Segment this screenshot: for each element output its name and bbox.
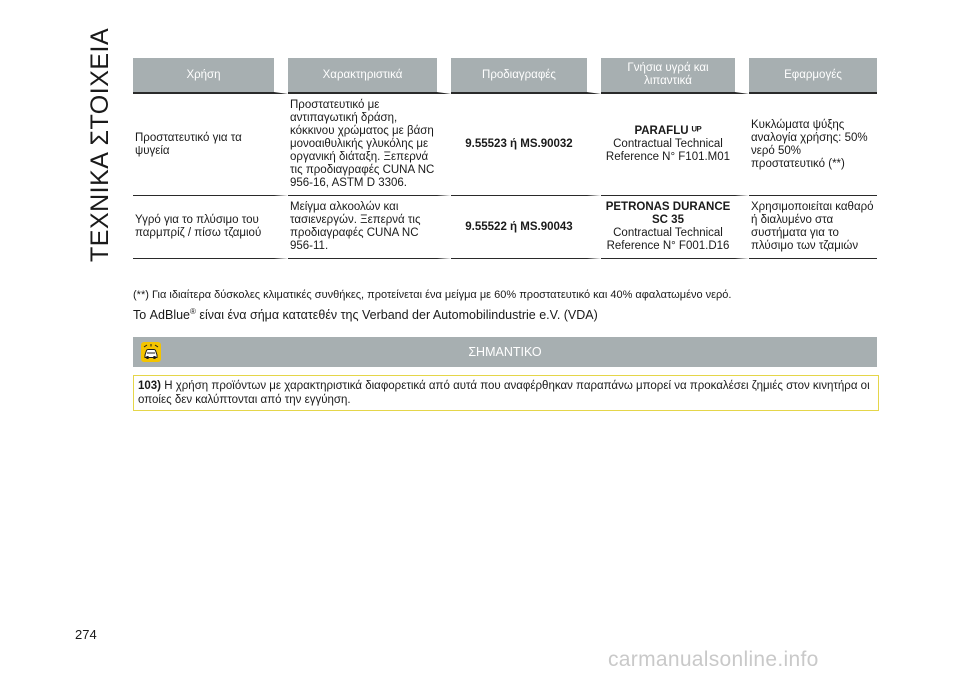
col-header-use: Χρήση (133, 58, 288, 94)
footnote: (**) Για ιδιαίτερα δύσκολες κλιματικές συνθήκες, προτείνεται ένα μείγμα με 60% προστατευτικό και 40% αφαλατωμένο νερό. (133, 289, 732, 301)
cell-spec: 9.55522 ή MS.90043 (451, 196, 601, 259)
page-number: 274 (75, 627, 97, 642)
col-header-applications: Εφαρμογές (749, 58, 877, 94)
cell-spec: 9.55523 ή MS.90032 (451, 94, 601, 196)
registered-mark: ® (190, 307, 196, 316)
cell-characteristics: Προστατευτικό με αντιπαγωτική δράση, κόκκινου χρώματος με βάση μονοαιθυλικής γλυκόλης με οργανική διάταξη. Ξεπερνά τις προδιαγραφές CUNA NC 956-16, ASTM D 3306. (288, 94, 451, 196)
warning-body (133, 375, 879, 411)
product-name: PARAFLU ᵁᴾ (634, 125, 702, 137)
cell-application: Κυκλώματα ψύξης αναλογία χρήσης: 50% νερό 50% προστατευτικό (**) (749, 94, 877, 196)
adblue-suffix: είναι ένα σήμα κατατεθέν της Verband der Automobilindustrie e.V. (VDA) (195, 308, 598, 323)
cell-product (601, 94, 749, 196)
cell-characteristics: Μείγμα αλκοολών και τασιενεργών. Ξεπερνά τις προδιαγραφές CUNA NC 956-11. (288, 196, 451, 259)
cell-application: Χρησιμοποιείται καθαρό ή διαλυμένο στα συστήματα για το πλύσιμο των τζαμιών (749, 196, 877, 259)
warning-text: Η χρήση προϊόντων με χαρακτηριστικά διαφορετικά από αυτά που αναφέρθηκαν παραπάνω μπορεί να προκαλέσει ζημιές στον κινητήρα οι οποίες δεν καλύπτονται από την εγγύηση. (138, 380, 870, 406)
section-title: ΤΕΧΝΙΚΑ ΣΤΟΙΧΕΙΑ (86, 27, 114, 262)
warning-header (133, 337, 877, 367)
col-header-characteristics: Χαρακτηριστικά (288, 58, 451, 94)
adblue-trademark-note (133, 307, 877, 322)
warning-number: 103) (138, 380, 162, 392)
col-header-spec: Προδιαγραφές (451, 58, 601, 94)
product-reference: Contractual Technical Reference N° F001.D16 (606, 227, 730, 252)
watermark: carmanualsonline.info (608, 648, 819, 671)
fluids-table (133, 58, 877, 259)
table-header-row (133, 58, 877, 94)
table-row (133, 94, 877, 196)
warning-title: ΣΗΜΑΝΤΙΚΟ (468, 345, 542, 359)
product-name: PETRONAS DURANCE SC 35 (605, 201, 731, 226)
table-row (133, 196, 877, 259)
warning-car-icon (141, 342, 161, 362)
col-header-products: Γνήσια υγρά και λιπαντικά (601, 58, 749, 94)
cell-product (601, 196, 749, 259)
adblue-prefix: Το AdBlue (133, 308, 190, 323)
cell-use: Υγρό για το πλύσιμο του παρμπρίζ / πίσω τζαμιού (133, 196, 288, 259)
product-reference: Contractual Technical Reference N° F101.M01 (605, 138, 731, 163)
cell-use: Προστατευτικό για τα ψυγεία (133, 94, 288, 196)
